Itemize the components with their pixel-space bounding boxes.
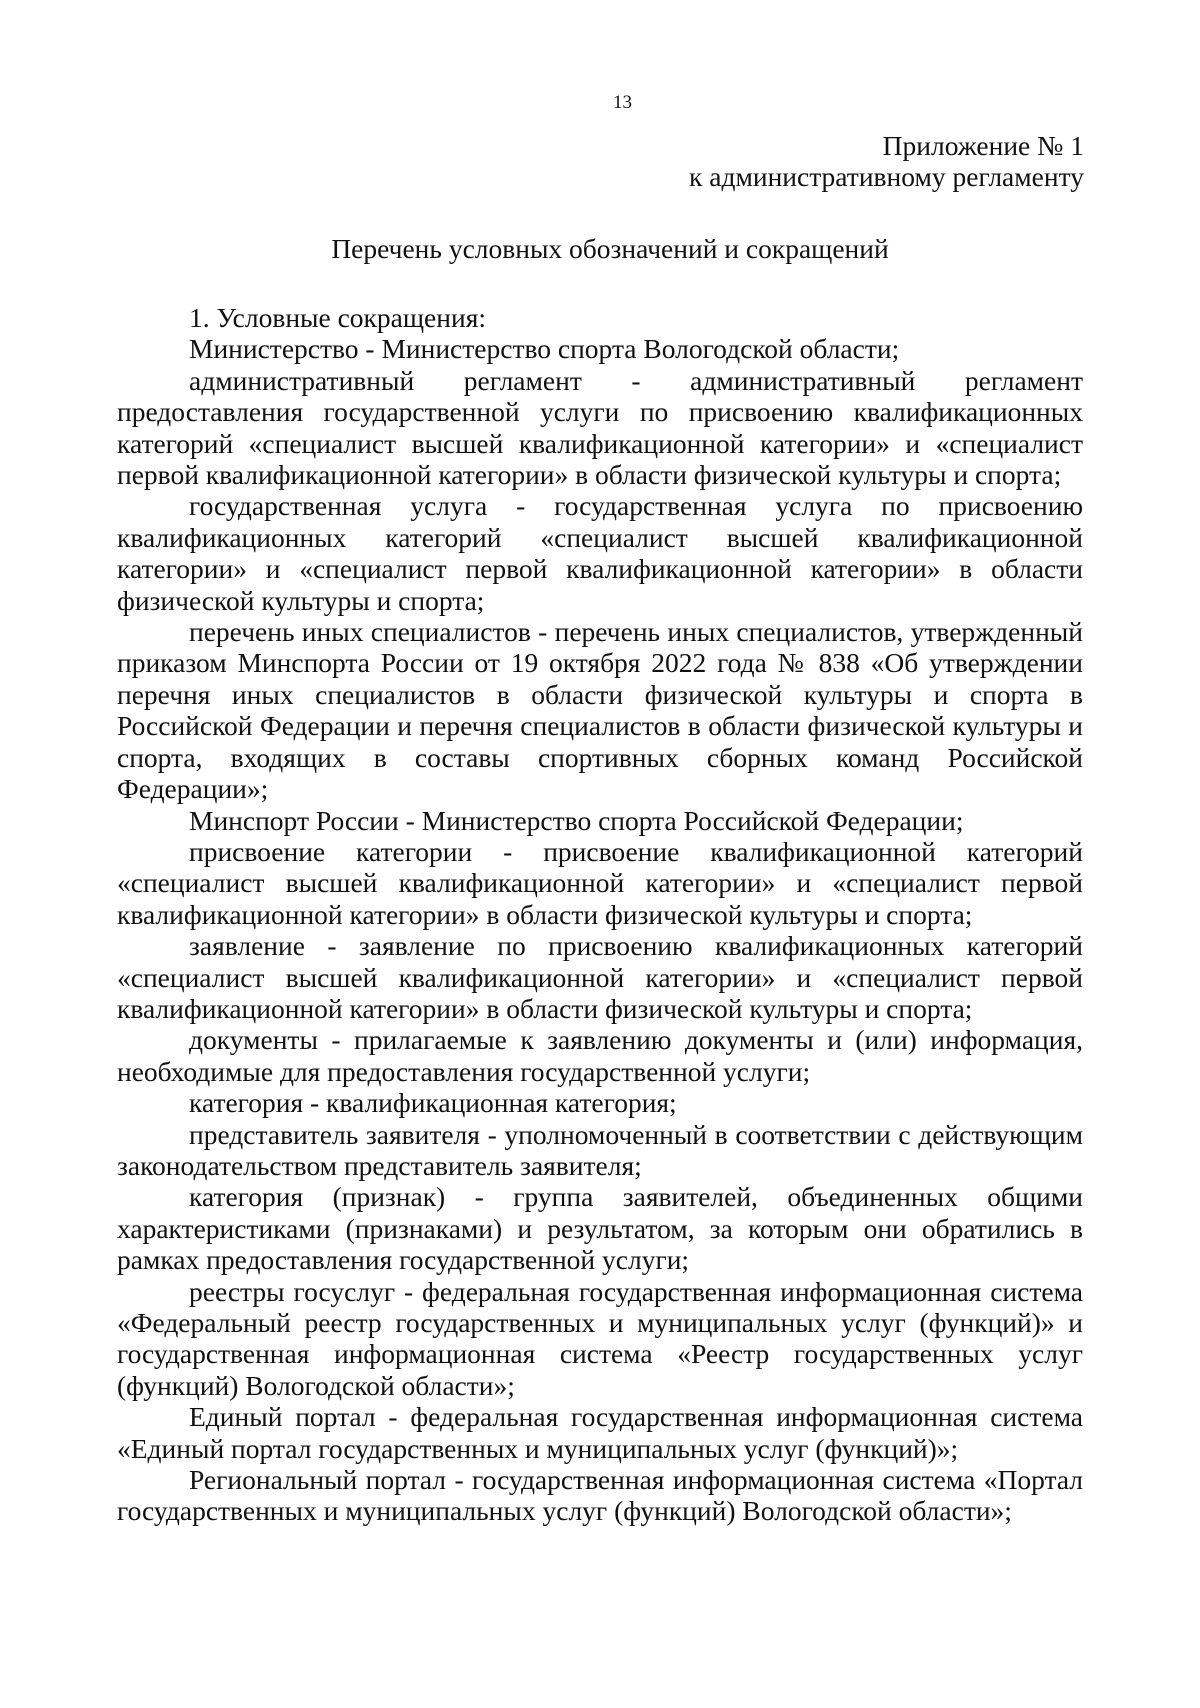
definition-paragraph: Единый портал - федеральная государственная информационная система «Единый портал государственных и муниципальных услуг (функций)»; xyxy=(117,1401,1083,1464)
definition-paragraph: представитель заявителя - уполномоченный в соответствии с действующим законодательством представитель заявителя; xyxy=(117,1118,1083,1181)
page-number: 13 xyxy=(613,92,632,113)
definition-paragraph: реестры госуслуг - федеральная государственная информационная система «Федеральный реестр государственных и муниципальных услуг (функций)» и государственная информационная система «Реестр государственных услуг (функций) Вологодской области»; xyxy=(117,1275,1083,1401)
document-title: Перечень условных обозначений и сокращений xyxy=(331,233,889,264)
definition-paragraph: административный регламент - административный регламент предоставления государственной услуги по присвоению квалификационных категорий «специалист высшей квалификационной категории» и «специалист первой квалификационной категории» в области физической культуры и спорта; xyxy=(117,364,1083,491)
document-body xyxy=(117,302,1083,1527)
section-heading: 1. Условные сокращения: xyxy=(189,302,486,333)
appendix-reference: к административному регламенту xyxy=(689,161,1084,193)
definition-paragraph: документы - прилагаемые к заявлению документы и (или) информация, необходимые для предоставления государственной услуги; xyxy=(117,1024,1083,1087)
appendix-header xyxy=(689,130,1084,193)
definition-paragraph: государственная услуга - государственная услуга по присвоению квалификационных категорий «специалист высшей квалификационной категории» и «специалист первой квалификационной категории» в области физической культуры и спорта; xyxy=(117,490,1083,616)
definition-paragraph: категория (признак) - группа заявителей, объединенных общими характеристиками (признаками) и результатом, за которым они обратились в рамках предоставления государственной услуги; xyxy=(117,1181,1083,1276)
definition-paragraph: перечень иных специалистов - перечень иных специалистов, утвержденный приказом Минспорта России от 19 октября 2022 года № 838 «Об утверждении перечня иных специалистов в области физической культуры и спорта в Российской Федерации и перечня специалистов в области физической культуры и спорта, входящих в составы спортивных сборных команд Российской Федерации»; xyxy=(117,616,1083,805)
appendix-number: Приложение № 1 xyxy=(882,130,1084,161)
definition-paragraph: Министерство - Министерство спорта Вологодской области; xyxy=(189,333,900,365)
definition-paragraph: Минспорт России - Министерство спорта Российской Федерации; xyxy=(189,804,964,836)
definition-paragraph: Региональный портал - государственная информационная система «Портал государственных и муниципальных услуг (функций) Вологодской области»; xyxy=(117,1464,1083,1527)
definition-paragraph: категория - квалификационная категория; xyxy=(189,1087,677,1119)
definition-paragraph: заявление - заявление по присвоению квалификационных категорий «специалист высшей квалификационной категории» и «специалист первой квалификационной категории» в области физической культуры и спорта; xyxy=(117,930,1083,1024)
definition-paragraph: присвоение категории - присвоение квалификационной категорий «специалист высшей квалификационной категории» и «специалист первой квалификационной категории» в области физической культуры и спорта; xyxy=(117,835,1083,930)
